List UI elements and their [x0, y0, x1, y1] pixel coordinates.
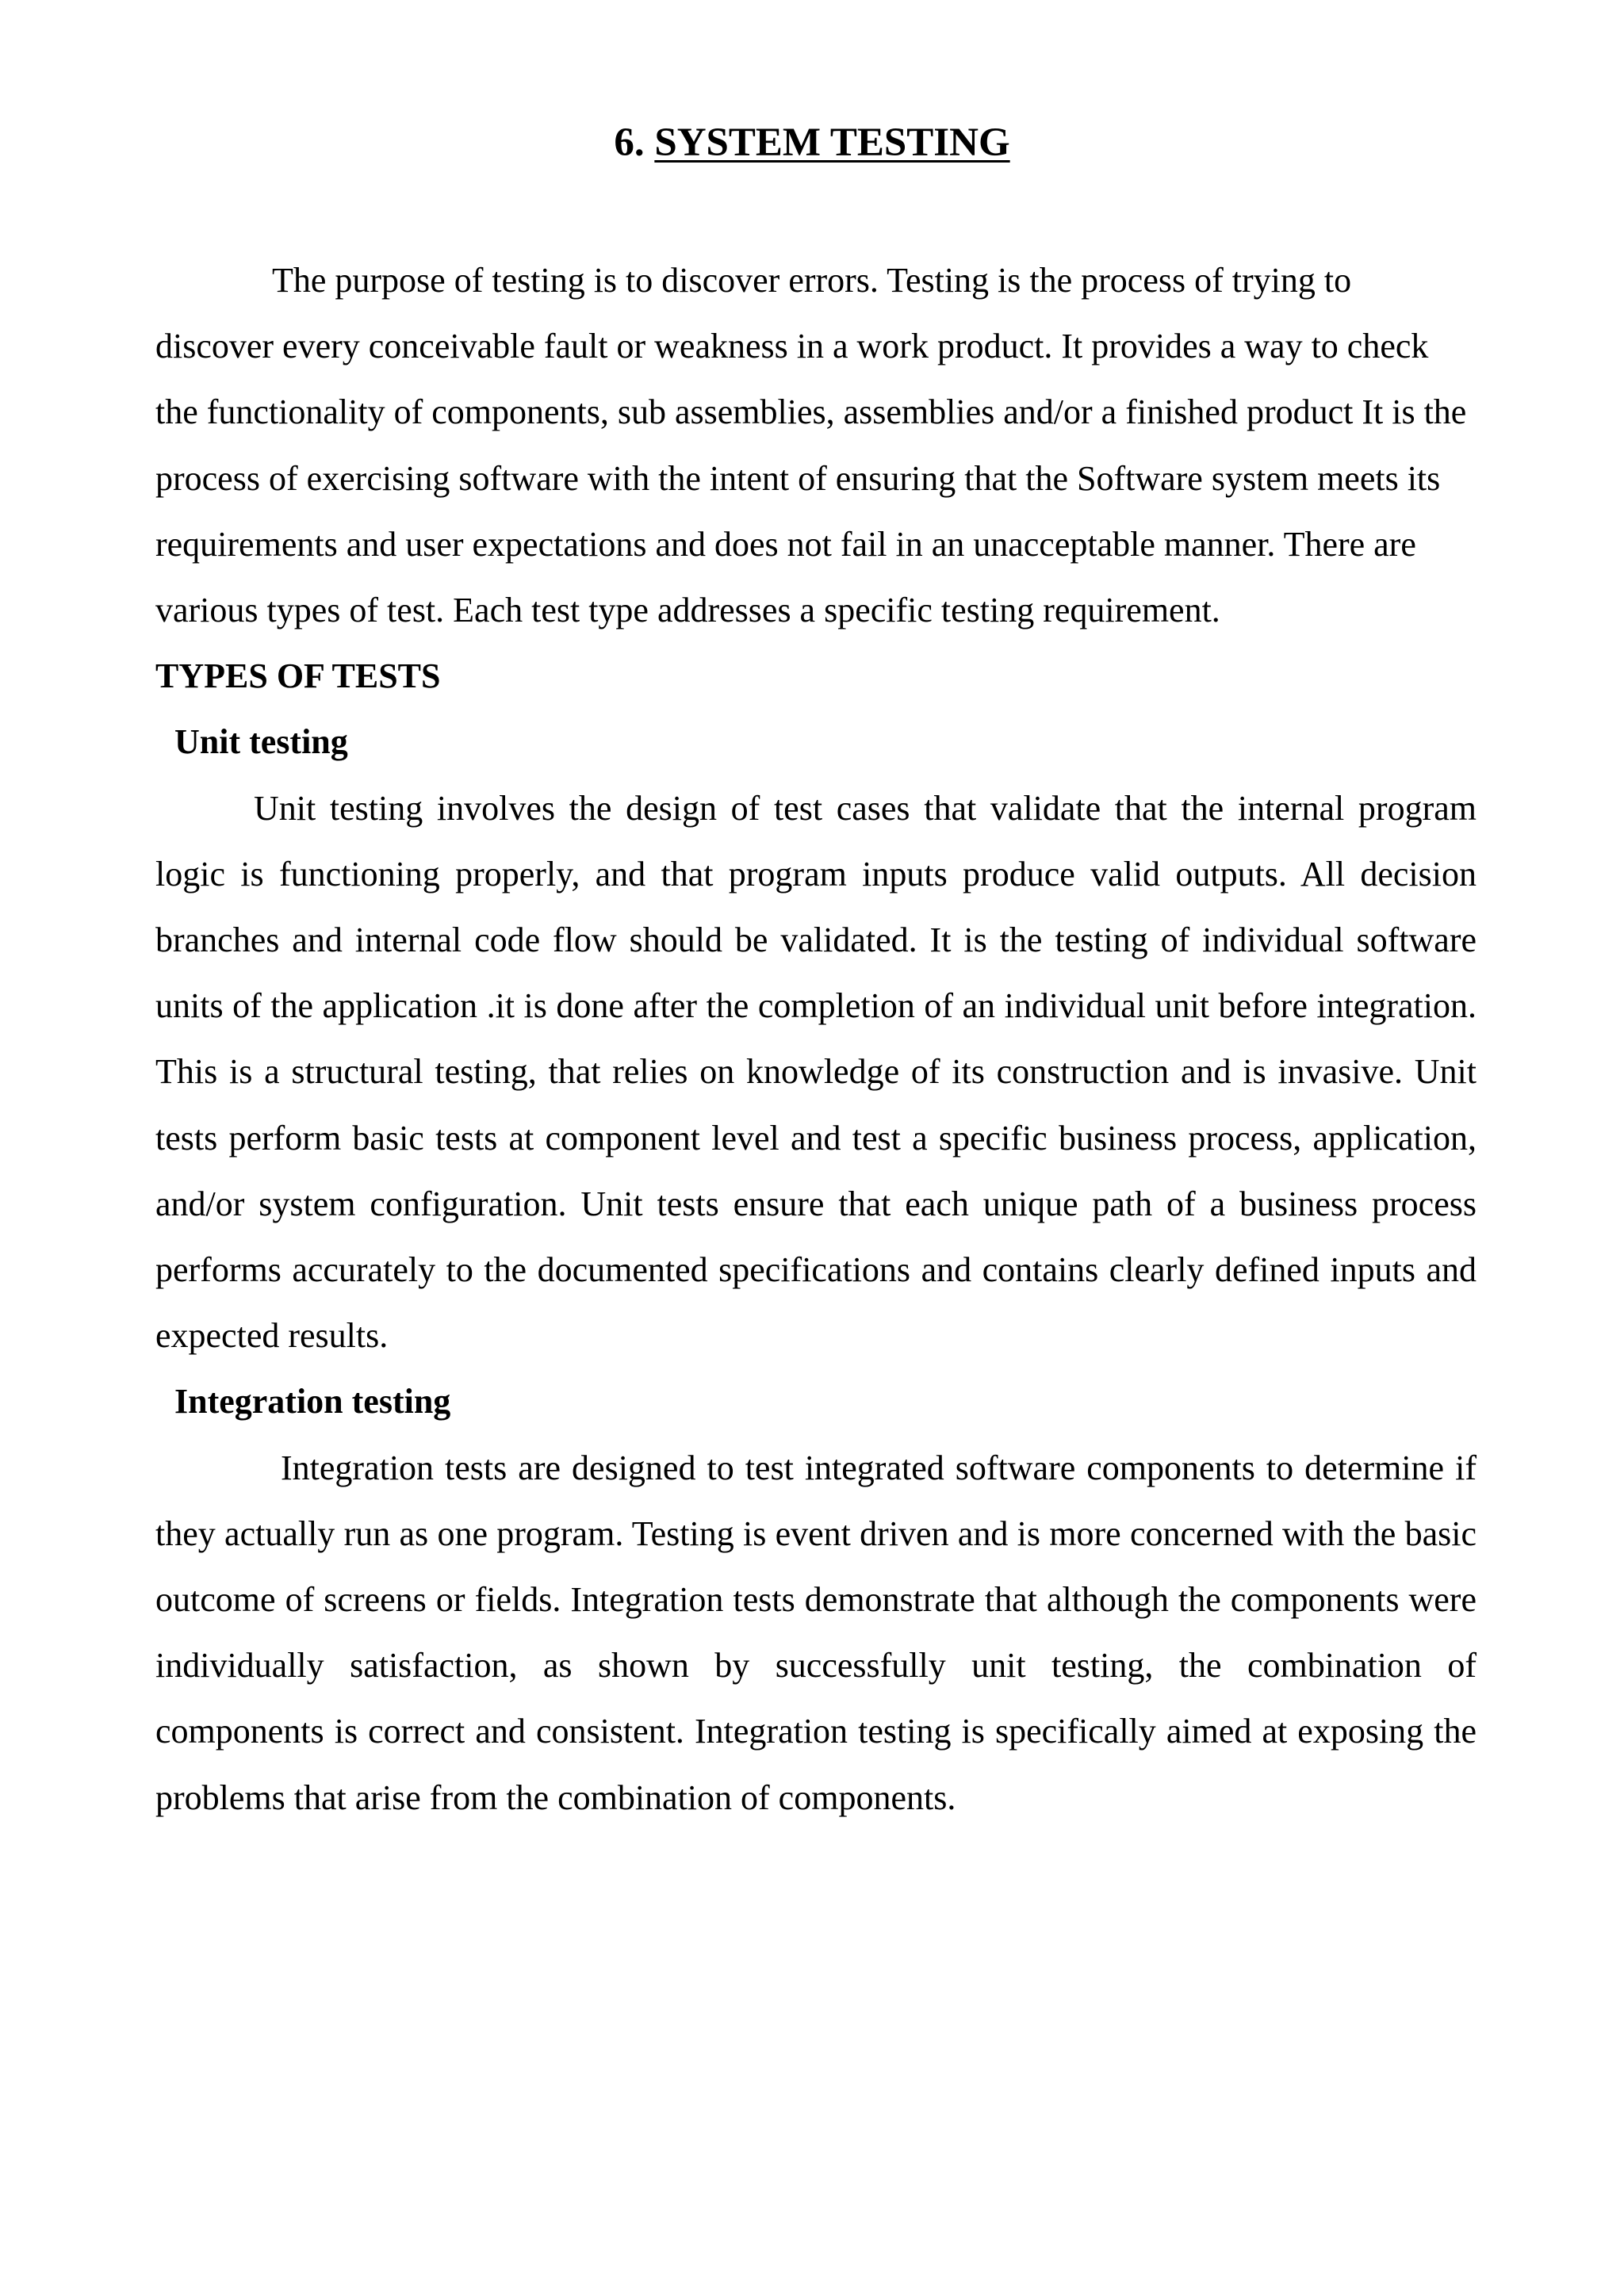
page-title: [0, 119, 1624, 166]
unit-testing-paragraph: Unit testing involves the design of test cases that validate that the internal program logic is functioning properly, and that program inputs produce valid outputs. All decision branches and internal code flow should be validated. It is the testing of individual software units of the application .it is done after the completion of an individual unit before integration. This is a structural testing, that relies on knowledge of its construction and is invasive. Unit tests perform basic tests at component level and test a specific business process, application, and/or system configuration. Unit tests ensure that each unique path of a business process performs accurately to the documented specifications and contains clearly defined inputs and expected results.: [155, 788, 1477, 1356]
section-number: 6.: [614, 121, 645, 165]
types-of-tests-heading: TYPES OF TESTS: [155, 656, 441, 696]
unit-testing-heading: Unit testing: [174, 722, 348, 762]
integration-testing-paragraph: Integration tests are designed to test integrated software components to determine if they actually run as one program. Testing is event driven and is more concerned with the basic outcome of screens or fields. Integration tests demonstrate that although the components were individually satisfaction, as shown by successfully unit testing, the combination of components is correct and consistent. Integration testing is specifically aimed at exposing the problems that arise from the combination of components.: [155, 1448, 1477, 1817]
section-title: SYSTEM TESTING: [654, 121, 1010, 165]
intro-paragraph: The purpose of testing is to discover errors. Testing is the process of trying to discover every conceivable fault or weakness in a work product. It provides a way to check the functionality of components, sub assemblies, assemblies and/or a finished product It is the process of exercising software with the intent of ensuring that the Software system meets its requirements and user expectations and does not fail in an unacceptable manner. There are various types of test. Each test type addresses a specific testing requirement.: [155, 261, 1467, 630]
integration-testing-heading: Integration testing: [174, 1382, 451, 1422]
document-body: [155, 247, 1477, 1831]
